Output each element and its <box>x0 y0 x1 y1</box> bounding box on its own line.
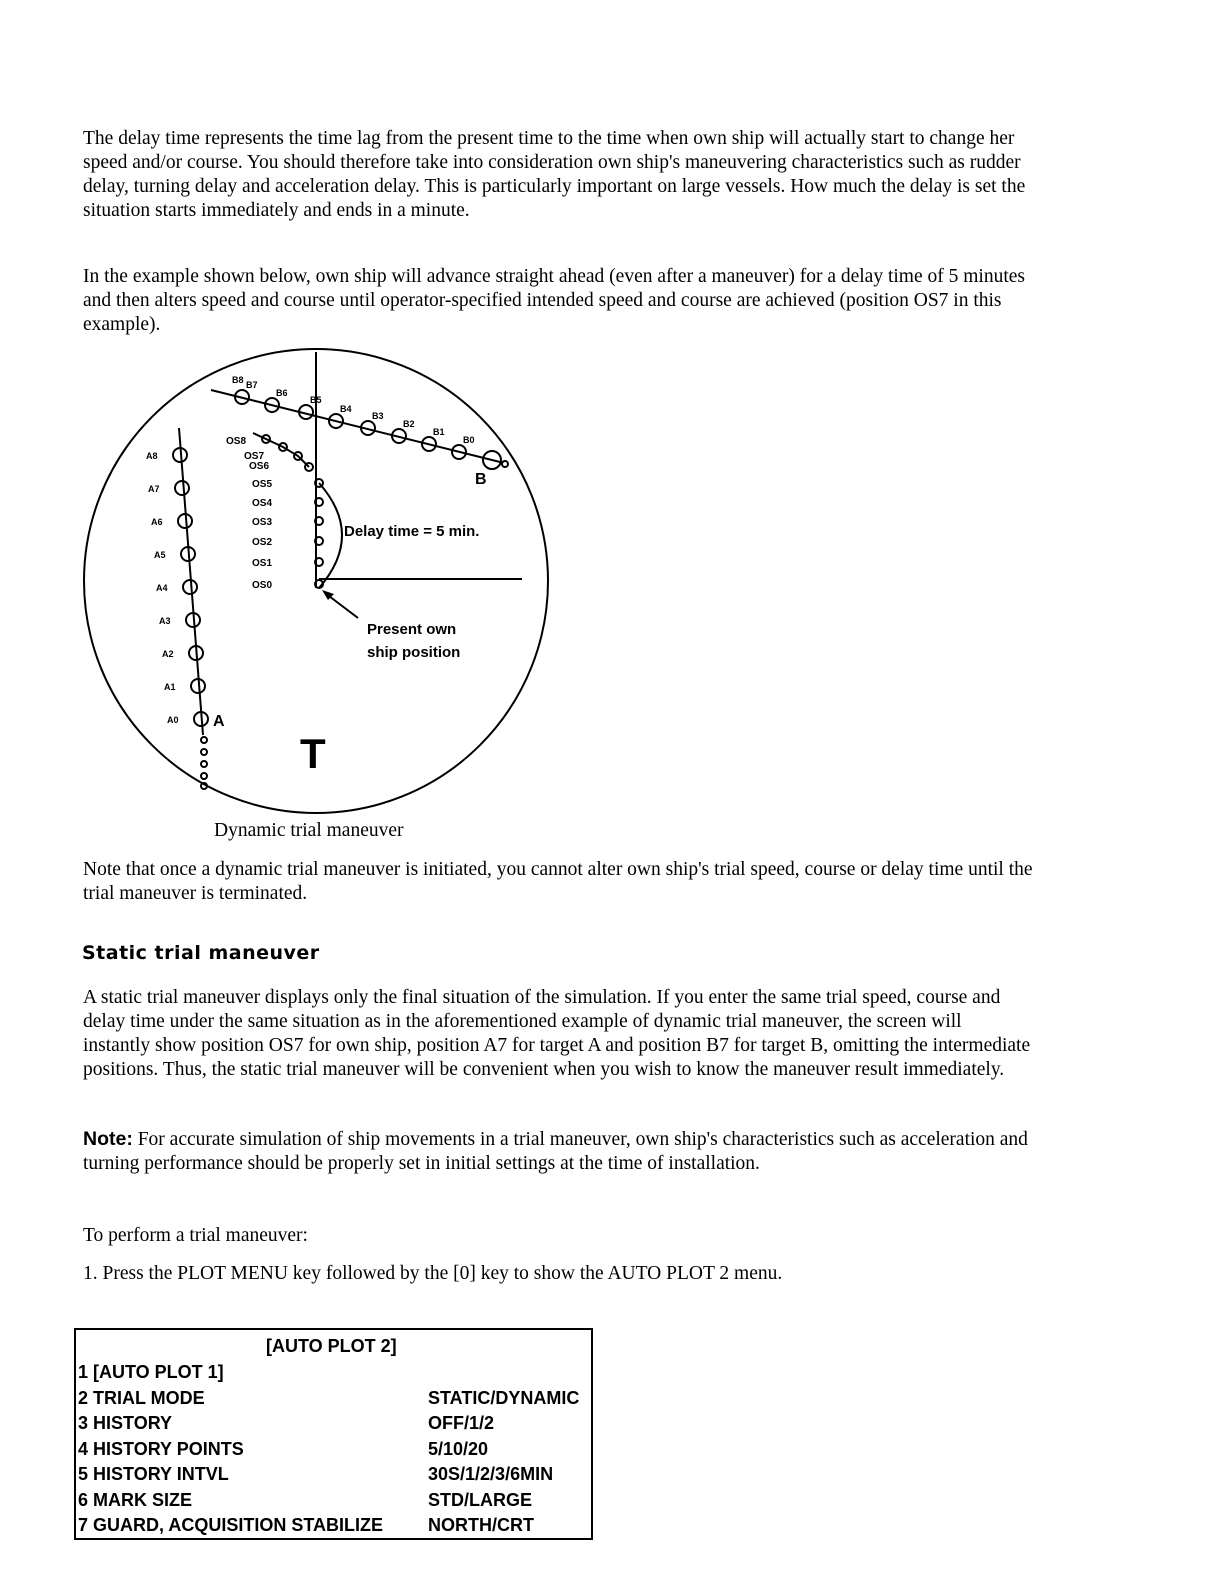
paragraph-procedure: To perform a trial maneuver: <box>83 1225 308 1246</box>
own-ship-plot-label: OS1 <box>252 558 273 569</box>
target-a-history-dot <box>201 761 207 767</box>
target-a-plot-label: A8 <box>146 451 158 461</box>
target-b-plot-label: B3 <box>372 411 384 421</box>
menu-item-value: OFF/1/2 <box>428 1413 495 1433</box>
menu-item-label: 2 TRIAL MODE <box>78 1387 205 1408</box>
menu-item[interactable] <box>78 1490 678 1515</box>
menu-item-value: NORTH/CRT <box>428 1515 534 1535</box>
menu-item-label: 6 MARK SIZE <box>78 1489 193 1510</box>
true-motion-label: T <box>300 730 326 777</box>
target-a-plot-label: A3 <box>159 616 171 626</box>
own-ship-plot-label: OS8 <box>226 436 247 447</box>
menu-item-label: 4 HISTORY POINTS <box>78 1438 244 1459</box>
target-a-history-dot <box>201 783 207 789</box>
paragraph-note <box>83 1127 1033 1176</box>
target-a-history-dot <box>201 737 207 743</box>
paragraph-example: In the example shown below, own ship will advance straight ahead (even after a maneuver) for a delay time of 5 minutes and then alters speed and course until operator-specified intended speed and course are achieved (position OS7 in this example). <box>83 266 1025 335</box>
target-b-plot-label: B4 <box>340 404 352 414</box>
paragraph-note-dynamic: Note that once a dynamic trial maneuver is initiated, you cannot alter own ship's trial speed, course or delay time until the trial maneuver is terminated. <box>83 859 1033 904</box>
note-text: For accurate simulation of ship movements in a trial maneuver, own ship's characteristics such as acceleration and turning performance should be properly set in initial settings at the time of installation. <box>83 1129 1028 1174</box>
delay-label: Delay time = 5 min. <box>344 523 480 540</box>
menu-item-label: 1 [AUTO PLOT 1] <box>78 1362 224 1382</box>
target-a-plot-label: A2 <box>162 649 174 659</box>
menu-item-value: 30S/1/2/3/6MIN <box>428 1464 554 1484</box>
step-1: 1. Press the PLOT MENU key followed by the [0] key to show the AUTO PLOT 2 menu. <box>83 1263 783 1284</box>
target-b-plot-label: B6 <box>276 388 288 398</box>
menu-item[interactable] <box>78 1439 678 1464</box>
own-ship-plot-label: OS6 <box>249 461 270 472</box>
paragraph-delay-time: The delay time represents the time lag from the present time to the time when own ship will actually start to change her speed and/or course. You should therefore take into consideration own ship's maneuvering characteristics such as rudder delay, turning delay and acceleration delay. This is particularly important on large vessels. How much the delay is set the situation starts immediately and ends in a minute. <box>83 128 1026 221</box>
target-b-plot-label: B5 <box>310 395 322 405</box>
target-b-plot-label: B7 <box>246 380 258 390</box>
target-b-dot <box>502 461 508 467</box>
target-b-label: B <box>475 471 487 488</box>
present-label-2: ship position <box>367 644 461 661</box>
menu-item[interactable] <box>78 1362 678 1387</box>
target-a-plot-label: A0 <box>167 715 179 725</box>
target-a-history-dot <box>201 773 207 779</box>
paragraph-static: A static trial maneuver displays only the final situation of the simulation. If you enter the same trial speed, course and delay time under the same situation as in the aforementioned example of dynamic trial maneuver, the screen will instantly show position OS7 for own ship, position A7 for target A and position B7 for target B, omitting the intermediate positions. Thus, the static trial maneuver will be convenient when you wish to know the maneuver result immediately. <box>83 987 1031 1080</box>
own-ship-plot-label: OS2 <box>252 537 273 548</box>
note-label: Note: <box>83 1128 133 1150</box>
figure-caption: Dynamic trial maneuver <box>214 820 404 841</box>
target-a-plot-label: A4 <box>156 583 168 593</box>
target-a-label: A <box>213 713 225 730</box>
target-b-plot-label: B2 <box>403 419 415 429</box>
menu-item-value: STATIC/DYNAMIC <box>428 1387 580 1408</box>
target-a-plot-label: A6 <box>151 517 163 527</box>
menu-item[interactable] <box>78 1464 678 1489</box>
section-heading: Static trial maneuver <box>82 942 320 964</box>
own-ship-plot-label: OS0 <box>252 580 273 591</box>
target-a-plot-label: A1 <box>164 682 176 692</box>
target-b-plot-label: B1 <box>433 427 445 437</box>
menu-item-label: 7 GUARD, ACQUISITION STABILIZE <box>78 1515 384 1535</box>
auto-plot-2-menu <box>74 1328 593 1540</box>
menu-item-value: 5/10/20 <box>428 1438 489 1459</box>
menu-item-value: STD/LARGE <box>428 1489 533 1510</box>
menu-item[interactable] <box>78 1515 678 1540</box>
menu-item-label: 3 HISTORY <box>78 1413 173 1433</box>
own-ship-plot-label: OS5 <box>252 479 273 490</box>
target-b-plot-label: B0 <box>463 435 475 445</box>
target-b-plot-label: B8 <box>232 375 244 385</box>
target-a-plot-label: A7 <box>148 484 160 494</box>
menu-item[interactable] <box>78 1388 678 1413</box>
present-label-1: Present own <box>367 621 457 638</box>
menu-item[interactable] <box>78 1413 678 1438</box>
own-ship-plot-label: OS7 <box>244 451 265 462</box>
own-ship-plot-label: OS3 <box>252 517 273 528</box>
menu-item-label: 5 HISTORY INTVL <box>78 1464 229 1484</box>
target-a-plot-label: A5 <box>154 550 166 560</box>
target-a-history-dot <box>201 749 207 755</box>
target-a-plot <box>175 481 189 495</box>
menu-title: [AUTO PLOT 2] <box>266 1336 397 1356</box>
own-ship-plot-label: OS4 <box>252 498 273 509</box>
target-a-plot <box>183 580 197 594</box>
